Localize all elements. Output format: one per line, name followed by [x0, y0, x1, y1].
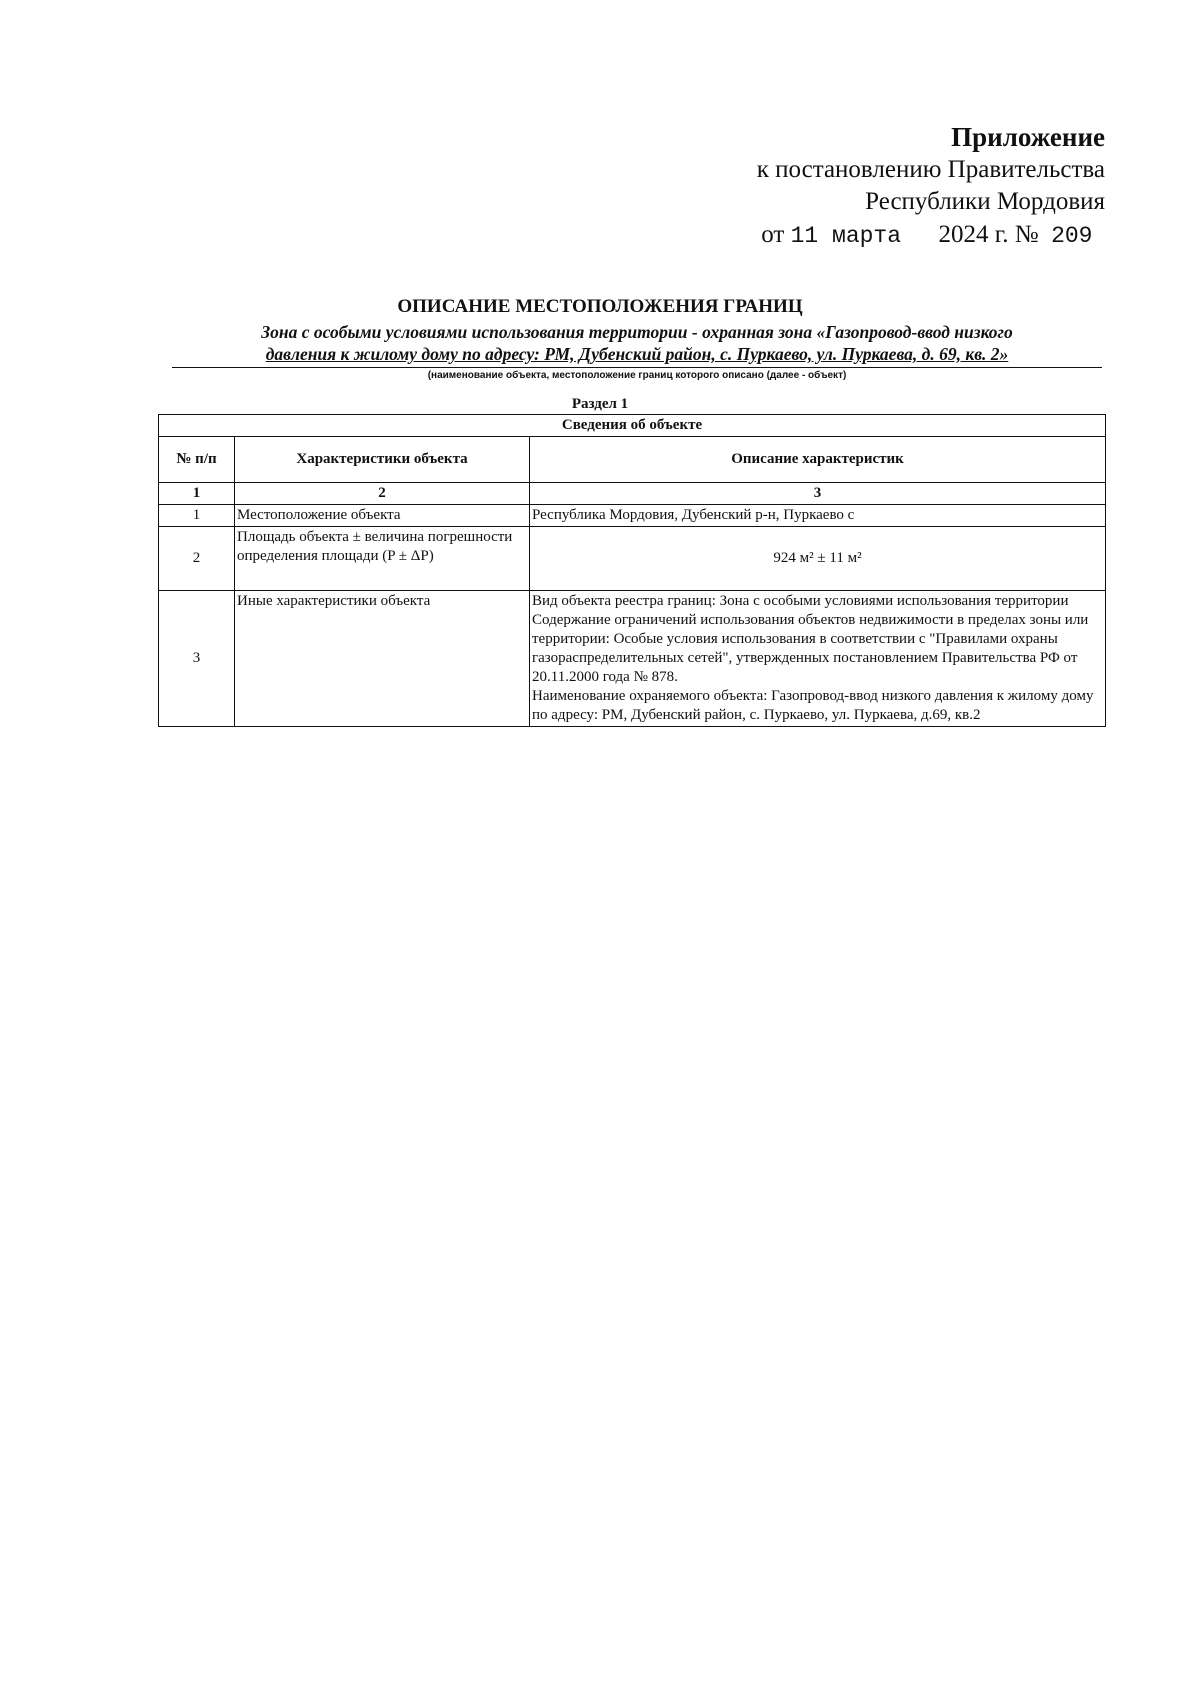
- appendix-title: Приложение: [951, 122, 1105, 152]
- row-description: Республика Мордовия, Дубенский р-н, Пуркаево с: [530, 505, 1106, 527]
- subject-caption: (наименование объекта, местоположение границ которого описано (далее - объект): [427, 370, 847, 381]
- row-number: 1: [159, 505, 235, 527]
- appendix-block: [757, 120, 1105, 253]
- row-characteristic: Площадь объекта ± величина погрешности определения площади (P ± ΔP): [235, 527, 530, 591]
- table-row: [159, 505, 1106, 527]
- decree-number: 209: [1051, 223, 1093, 249]
- col-number-3: 3: [530, 483, 1106, 505]
- description-paragraph: Содержание ограничений использования объектов недвижимости в пределах зоны или территории: Особые условия использования в соответствии с "Правилами охраны газораспределительных сетей", утвержденных постановлением Правительства РФ от 20.11.2000 года № 878.: [532, 612, 1089, 685]
- table-title: Сведения об объекте: [159, 415, 1106, 437]
- date-day-month: 11 марта: [790, 223, 902, 249]
- object-subject: [172, 321, 1102, 365]
- header-characteristic: Характеристики объекта: [235, 437, 530, 483]
- row-characteristic: Местоположение объекта: [235, 505, 530, 527]
- row-description: 924 м² ± 11 м²: [530, 527, 1106, 591]
- row-characteristic: Иные характеристики объекта: [235, 591, 530, 727]
- subject-line-2: давления к жилому дому по адресу: РМ, Дубенский район, с. Пуркаево, ул. Пуркаева, д. 69, кв. 2»: [265, 344, 1009, 364]
- table-row: [159, 527, 1106, 591]
- appendix-line-1: к постановлению Правительства: [756, 156, 1105, 183]
- header-number: № п/п: [159, 437, 235, 483]
- document-title: ОПИСАНИЕ МЕСТОПОЛОЖЕНИЯ ГРАНИЦ: [397, 296, 803, 317]
- row-number: 3: [159, 591, 235, 727]
- header-description: Описание характеристик: [530, 437, 1106, 483]
- col-number-2: 2: [235, 483, 530, 505]
- appendix-line-2: Республики Мордовия: [865, 188, 1105, 215]
- section-title: Раздел 1: [571, 396, 629, 412]
- row-number: 2: [159, 527, 235, 591]
- description-paragraph: Вид объекта реестра границ: Зона с особыми условиями использования территории: [532, 593, 1069, 609]
- subject-underline: [172, 367, 1102, 368]
- description-paragraph: Наименование охраняемого объекта: Газопровод-ввод низкого давления к жилому дому по адресу: РМ, Дубенский район, с. Пуркаево, ул. Пуркаева, д.69, кв.2: [532, 688, 1094, 723]
- col-number-1: 1: [159, 483, 235, 505]
- object-info-table: [158, 414, 1106, 727]
- date-year: 2024 г. №: [938, 221, 1039, 248]
- table-row: [159, 591, 1106, 727]
- row-description: [530, 591, 1106, 727]
- subject-line-1: Зона с особыми условиями использования территории - охранная зона «Газопровод-ввод низкого: [261, 322, 1013, 342]
- appendix-date: [757, 218, 1105, 253]
- date-prefix: от: [761, 221, 785, 248]
